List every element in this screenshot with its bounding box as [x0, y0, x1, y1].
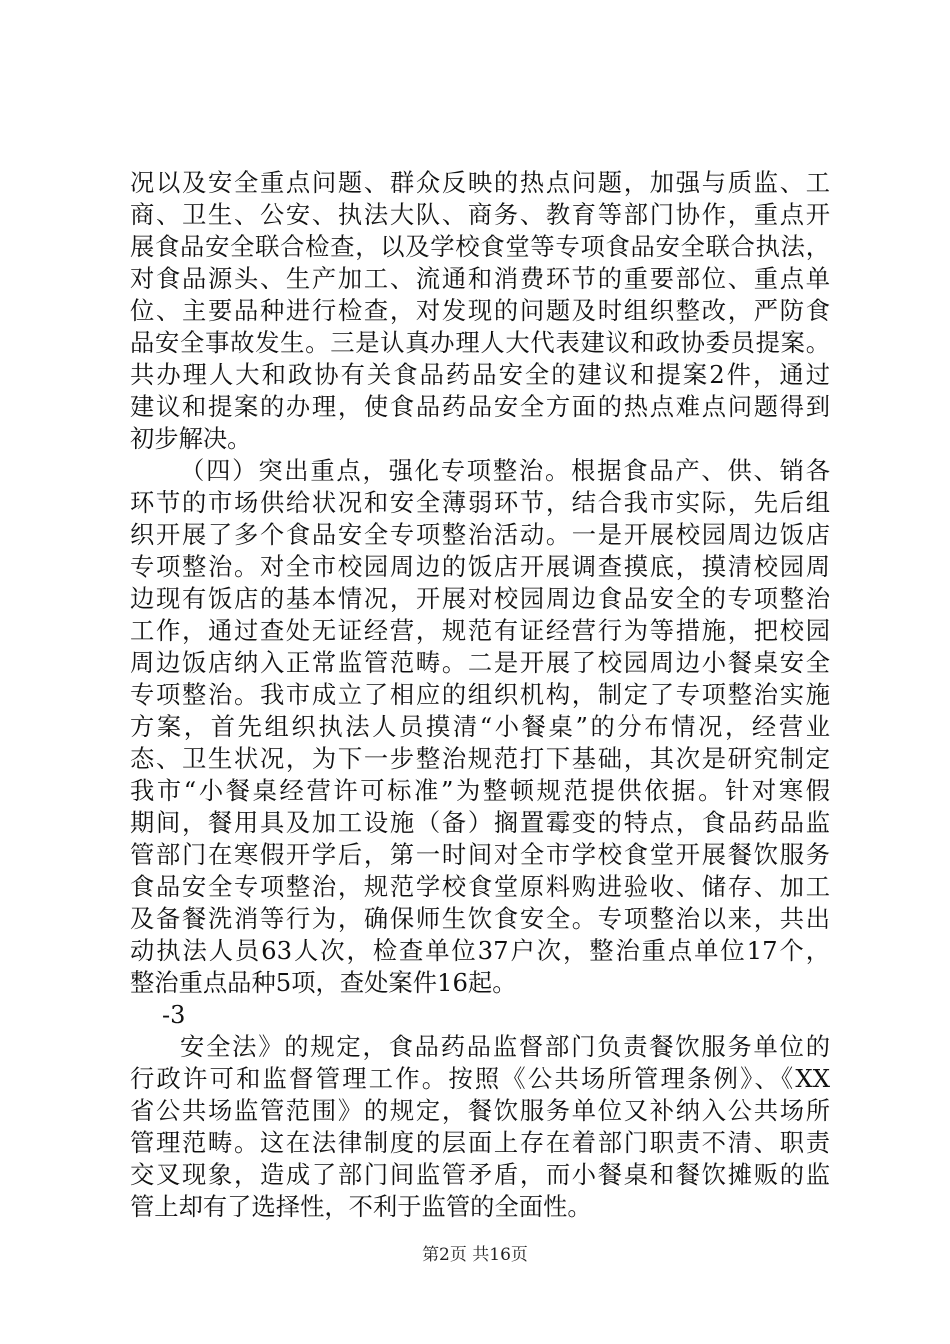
- text-line: 方案，首先组织执法人员摸清“小餐桌”的分布情况，经营业: [130, 712, 830, 741]
- text-line: 边现有饭店的基本情况，开展对校园周边食品安全的专项整治: [130, 584, 830, 613]
- text-line: 对食品源头、生产加工、流通和消费环节的重要部位、重点单: [130, 264, 830, 293]
- text-line: 整治重点品种5项，查处案件16起。: [130, 968, 517, 997]
- text-line: 管部门在寒假开学后，第一时间对全市学校食堂开展餐饮服务: [130, 840, 830, 869]
- text-line: 管上却有了选择性，不利于监管的全面性。: [130, 1192, 592, 1221]
- text-line: 食品安全专项整治，规范学校食堂原料购进验收、储存、加工: [130, 872, 830, 901]
- text-line: 商、卫生、公安、执法大队、商务、教育等部门协作，重点开: [130, 200, 830, 229]
- text-line: 品安全事故发生。三是认真办理人大代表建议和政协委员提案。: [130, 328, 830, 357]
- text-line: 交叉现象，造成了部门间监管矛盾，而小餐桌和餐饮摊贩的监: [130, 1160, 830, 1189]
- text-line: 织开展了多个食品安全专项整治活动。一是开展校园周边饭店: [130, 520, 830, 549]
- text-line: 及备餐洗消等行为，确保师生饮食安全。专项整治以来，共出: [130, 904, 830, 933]
- text-line: 况以及安全重点问题、群众反映的热点问题，加强与质监、工: [130, 168, 830, 197]
- text-line: 动执法人员63人次，检查单位37户次，整治重点单位17个，: [130, 936, 830, 965]
- text-line: 初步解决。: [130, 424, 252, 453]
- page-footer: 第2页 共16页: [422, 1245, 528, 1265]
- text-line: 期间，餐用具及加工设施（备）搁置霉变的特点，食品药品监: [130, 808, 830, 837]
- text-line: 管理范畴。这在法律制度的层面上存在着部门职责不清、职责: [130, 1128, 830, 1157]
- text-line: 态、卫生状况，为下一步整治规范打下基础，其次是研究制定: [130, 744, 830, 773]
- text-line: （四）突出重点，强化专项整治。根据食品产、供、销各: [180, 456, 830, 485]
- text-line: 安全法》的规定，食品药品监督部门负责餐饮服务单位的: [180, 1032, 830, 1061]
- text-line: 工作，通过查处无证经营，规范有证经营行为等措施，把校园: [130, 616, 830, 645]
- text-line: 专项整治。我市成立了相应的组织机构，制定了专项整治实施: [130, 680, 830, 709]
- text-line: 周边饭店纳入正常监管范畴。二是开展了校园周边小餐桌安全: [130, 648, 830, 677]
- text-line: 省公共场监管范围》的规定，餐饮服务单位又补纳入公共场所: [130, 1096, 830, 1125]
- text-line: 专项整治。对全市校园周边的饭店开展调查摸底，摸清校园周: [130, 552, 830, 581]
- text-line: 展食品安全联合检查，以及学校食堂等专项食品安全联合执法，: [130, 232, 830, 261]
- page-marker: -3: [162, 1001, 186, 1029]
- text-line: 共办理人大和政协有关食品药品安全的建议和提案2件，通过: [130, 360, 830, 389]
- text-line: 建议和提案的办理，使食品药品安全方面的热点难点问题得到: [130, 392, 830, 421]
- text-line: 我市“小餐桌经营许可标准”为整顿规范提供依据。针对寒假: [130, 776, 830, 805]
- text-line: 位、主要品种进行检查，对发现的问题及时组织整改，严防食: [130, 296, 830, 325]
- text-line: 行政许可和监督管理工作。按照《公共场所管理条例》、《XX: [130, 1064, 830, 1093]
- text-line: 环节的市场供给状况和安全薄弱环节，结合我市实际，先后组: [130, 488, 830, 517]
